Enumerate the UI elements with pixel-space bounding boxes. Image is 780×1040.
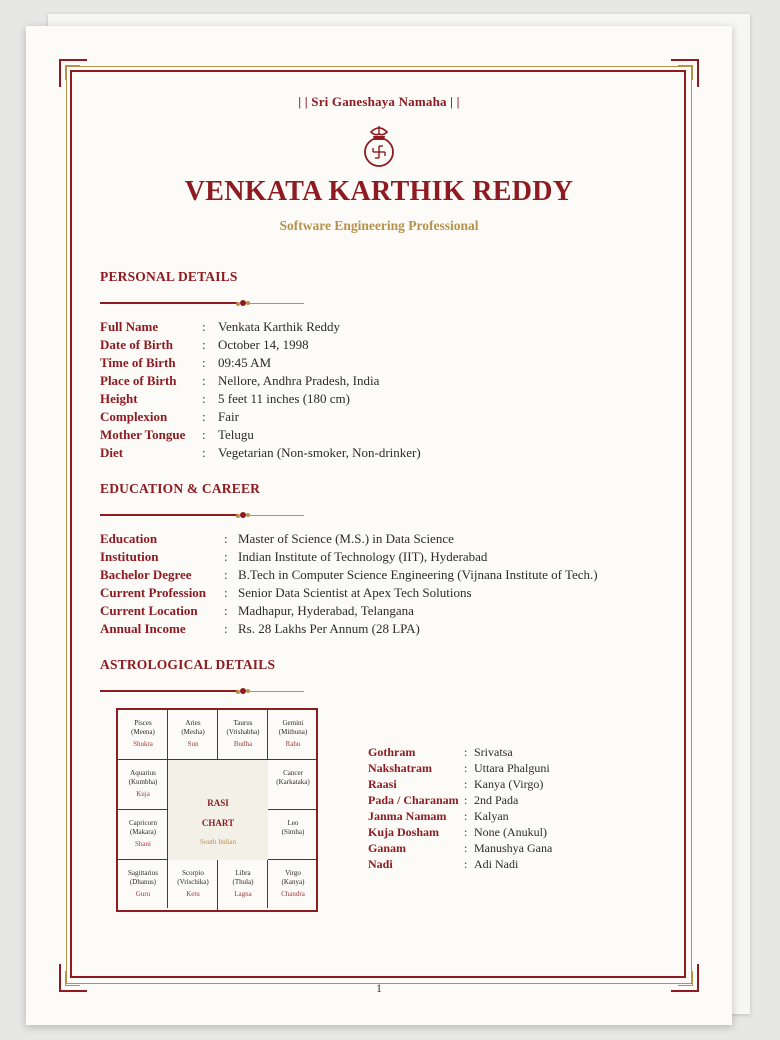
kalasha-swastika-icon xyxy=(361,122,397,168)
sign-local-name: (Vrishabha) xyxy=(226,728,260,736)
separator: : xyxy=(202,427,206,442)
planet-label: Guru xyxy=(135,890,151,898)
chart-center-subtitle: South Indian xyxy=(200,838,236,846)
rasi-cell-sagittarius xyxy=(118,860,168,910)
rasi-cell-cancer xyxy=(268,760,318,810)
separator: : xyxy=(202,445,206,460)
sign-local-name: (Simha) xyxy=(281,828,305,836)
personal-details-list xyxy=(100,318,421,462)
separator: : xyxy=(464,777,468,791)
detail-value: Madhapur, Hyderabad, Telangana xyxy=(238,603,414,618)
corner-ornament xyxy=(671,59,699,87)
rasi-chart-center xyxy=(168,760,268,860)
detail-value: 09:45 AM xyxy=(218,355,272,370)
detail-value: Nellore, Andhra Pradesh, India xyxy=(218,373,380,388)
detail-value: Srivatsa xyxy=(474,745,513,759)
detail-row xyxy=(100,620,598,638)
detail-value: Vegetarian (Non-smoker, Non-drinker) xyxy=(218,445,421,460)
detail-row xyxy=(368,760,552,776)
sign-name: Libra xyxy=(235,869,251,877)
detail-row xyxy=(368,808,552,824)
detail-value: B.Tech in Computer Science Engineering (Vijnana Institute of Tech.) xyxy=(238,567,598,582)
separator: : xyxy=(224,531,228,546)
planet-label: Sun xyxy=(187,740,199,748)
detail-value: Fair xyxy=(218,409,239,424)
detail-value: Kalyan xyxy=(474,809,509,823)
detail-label: Janma Namam xyxy=(368,809,447,823)
section-title-personal: PERSONAL DETAILS xyxy=(100,269,238,284)
detail-value: Senior Data Scientist at Apex Tech Solutions xyxy=(238,585,472,600)
sign-local-name: (Kanya) xyxy=(281,878,305,886)
sign-local-name: (Thula) xyxy=(232,878,254,886)
detail-label: Nadi xyxy=(368,857,393,871)
detail-value: Venkata Karthik Reddy xyxy=(218,319,341,334)
separator: : xyxy=(224,567,228,582)
detail-value: October 14, 1998 xyxy=(218,337,309,352)
detail-row xyxy=(368,744,552,760)
section-title-career: EDUCATION & CAREER xyxy=(100,481,261,496)
separator: : xyxy=(464,825,468,839)
detail-label: Mother Tongue xyxy=(100,427,186,442)
detail-label: Raasi xyxy=(368,777,397,791)
detail-value: 5 feet 11 inches (180 cm) xyxy=(218,391,350,406)
sign-name: Pisces xyxy=(134,719,152,727)
detail-value: Kanya (Virgo) xyxy=(474,777,544,791)
separator: : xyxy=(202,409,206,424)
detail-value: Manushya Gana xyxy=(474,841,553,855)
rasi-cell-aries xyxy=(168,710,218,760)
separator: : xyxy=(202,319,206,334)
separator: : xyxy=(202,373,206,388)
detail-label: Bachelor Degree xyxy=(100,567,192,582)
separator: : xyxy=(224,585,228,600)
separator: : xyxy=(202,337,206,352)
planet-label: Shukra xyxy=(133,740,153,748)
rasi-cell-libra xyxy=(218,860,268,910)
separator: : xyxy=(224,621,228,636)
detail-value: Indian Institute of Technology (IIT), Hyderabad xyxy=(238,549,488,564)
detail-label: Education xyxy=(100,531,158,546)
detail-row xyxy=(100,566,598,584)
detail-row xyxy=(368,856,552,872)
career-details-list xyxy=(100,530,598,638)
sign-local-name: (Kumbha) xyxy=(128,778,158,786)
planet-label: Chandra xyxy=(281,890,305,898)
detail-label: Place of Birth xyxy=(100,373,177,388)
detail-row xyxy=(100,444,421,462)
sign-name: Capricorn xyxy=(129,819,157,827)
detail-label: Time of Birth xyxy=(100,355,176,370)
rasi-cell-virgo xyxy=(268,860,318,910)
separator: : xyxy=(464,793,468,807)
rasi-cell-taurus xyxy=(218,710,268,760)
rasi-cell-capricorn xyxy=(118,810,168,860)
detail-row xyxy=(100,584,598,602)
planet-label: Kuja xyxy=(136,790,150,798)
sign-name: Gemini xyxy=(282,719,304,727)
rasi-chart xyxy=(116,708,318,912)
rasi-cell-aquarius xyxy=(118,760,168,810)
detail-row xyxy=(368,776,552,792)
detail-value: Adi Nadi xyxy=(474,857,519,871)
detail-value: None (Anukul) xyxy=(474,825,547,839)
separator: : xyxy=(464,809,468,823)
document-page xyxy=(26,26,732,1025)
detail-label: Date of Birth xyxy=(100,337,173,352)
separator: : xyxy=(202,391,206,406)
planet-label: Rahu xyxy=(285,740,301,748)
detail-value: Rs. 28 Lakhs Per Annum (28 LPA) xyxy=(238,621,420,636)
sign-name: Scorpio xyxy=(182,869,204,877)
section-title-astrology: ASTROLOGICAL DETAILS xyxy=(100,657,276,672)
detail-row xyxy=(100,530,598,548)
candidate-tagline: Software Engineering Professional xyxy=(279,218,479,233)
planet-label: Ketu xyxy=(186,890,200,898)
detail-row xyxy=(100,408,421,426)
separator: : xyxy=(224,603,228,618)
detail-row xyxy=(100,336,421,354)
separator: : xyxy=(464,841,468,855)
separator: : xyxy=(464,761,468,775)
sign-name: Aquarius xyxy=(130,769,156,777)
detail-label: Complexion xyxy=(100,409,168,424)
sign-name: Aries xyxy=(185,719,201,727)
sign-name: Leo xyxy=(287,819,299,827)
sign-local-name: (Karkataka) xyxy=(276,778,310,786)
separator: : xyxy=(464,745,468,759)
sign-local-name: (Vrischika) xyxy=(177,878,209,886)
detail-label: Current Profession xyxy=(100,585,207,600)
sign-name: Sagittarius xyxy=(128,869,158,877)
planet-label: Budha xyxy=(233,740,253,748)
detail-label: Full Name xyxy=(100,319,159,334)
separator: : xyxy=(464,857,468,871)
separator: : xyxy=(224,549,228,564)
planet-label: Lagna xyxy=(234,890,252,898)
detail-row xyxy=(100,548,598,566)
rasi-cell-leo xyxy=(268,810,318,860)
detail-row xyxy=(368,792,552,808)
sign-name: Cancer xyxy=(283,769,303,777)
candidate-name: VENKATA KARTHIK REDDY xyxy=(184,176,574,207)
detail-row xyxy=(100,390,421,408)
section-divider xyxy=(100,299,304,307)
detail-label: Nakshatram xyxy=(368,761,433,775)
rasi-cell-pisces xyxy=(118,710,168,760)
sign-local-name: (Meena) xyxy=(131,728,155,736)
page-number: 1 xyxy=(376,981,382,995)
detail-row xyxy=(100,602,598,620)
sign-local-name: (Mesha) xyxy=(181,728,205,736)
detail-label: Ganam xyxy=(368,841,407,855)
detail-row xyxy=(368,840,552,856)
chart-center-title: RASI xyxy=(207,798,229,808)
separator: : xyxy=(202,355,206,370)
detail-label: Diet xyxy=(100,445,124,460)
invocation-text: | | Sri Ganeshaya Namaha | | xyxy=(298,94,460,109)
detail-label: Pada / Charanam xyxy=(368,793,459,807)
detail-label: Current Location xyxy=(100,603,198,618)
detail-label: Height xyxy=(100,391,138,406)
detail-value: 2nd Pada xyxy=(474,793,519,807)
detail-row xyxy=(368,824,552,840)
detail-row xyxy=(100,372,421,390)
detail-label: Gothram xyxy=(368,745,416,759)
astrology-details-list xyxy=(368,744,552,872)
sign-name: Taurus xyxy=(233,719,253,727)
chart-center-title: CHART xyxy=(201,818,235,828)
rasi-cell-gemini xyxy=(268,710,318,760)
rasi-cell-scorpio xyxy=(168,860,218,910)
detail-row xyxy=(100,426,421,444)
section-divider xyxy=(100,687,304,695)
detail-row xyxy=(100,318,421,336)
detail-label: Annual Income xyxy=(100,621,186,636)
detail-value: Master of Science (M.S.) in Data Science xyxy=(238,531,454,546)
detail-label: Kuja Dosham xyxy=(368,825,440,839)
detail-value: Telugu xyxy=(218,427,254,442)
detail-value: Uttara Phalguni xyxy=(474,761,550,775)
corner-ornament xyxy=(59,59,87,87)
sign-local-name: (Mithuna) xyxy=(278,728,308,736)
section-divider xyxy=(100,511,304,519)
sign-local-name: (Makara) xyxy=(129,828,157,836)
detail-row xyxy=(100,354,421,372)
sign-local-name: (Dhanus) xyxy=(129,878,157,886)
planet-label: Shani xyxy=(135,840,151,848)
detail-label: Institution xyxy=(100,549,159,564)
sign-name: Virgo xyxy=(285,869,301,877)
